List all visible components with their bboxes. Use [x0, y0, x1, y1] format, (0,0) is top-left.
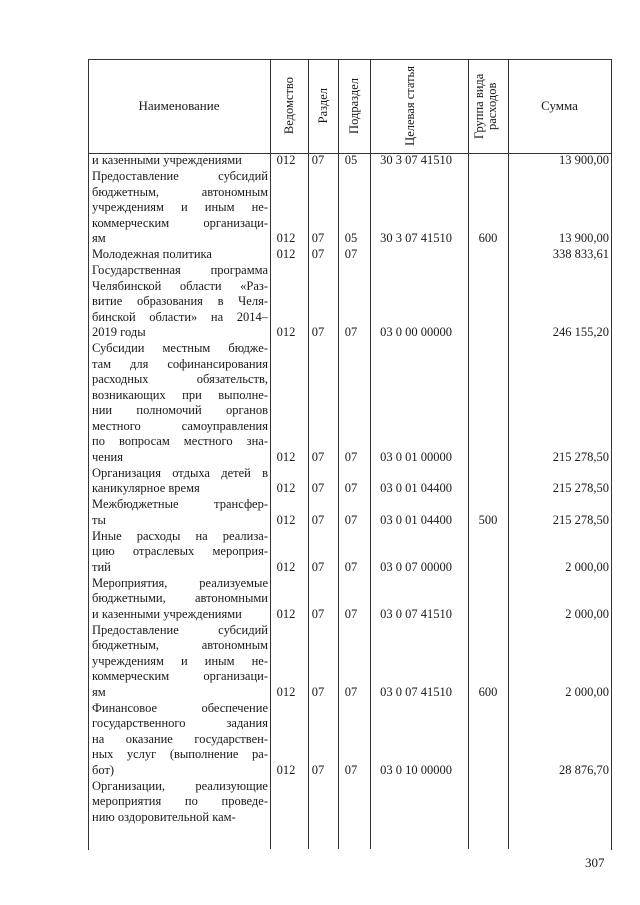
- row-vedomstvo: 012: [276, 762, 296, 777]
- row-celevaya: 03 0 01 04400: [380, 512, 452, 527]
- header-name-cell: [88, 59, 270, 152]
- row-summa: 2 000,00: [565, 559, 609, 574]
- row-celevaya: 03 0 07 00000: [380, 559, 452, 574]
- row-name-line: бот): [92, 762, 115, 777]
- row-vedomstvo: 012: [276, 481, 296, 495]
- row-podrazdel: 07: [344, 481, 358, 495]
- row-razdel: 07: [311, 231, 325, 245]
- row-podrazdel: 05: [344, 231, 358, 245]
- table-row: [88, 263, 611, 341]
- row-name: [92, 169, 268, 247]
- header-podrazdel-cell: [338, 59, 370, 152]
- row-name-line: расходных обязательств,: [92, 372, 268, 386]
- row-name-line: ты: [92, 512, 106, 527]
- row-razdel: 07: [311, 449, 325, 464]
- row-name-line: Челябинской области «Раз-: [92, 278, 268, 293]
- row-name: [92, 153, 268, 169]
- row-name-line: чения: [92, 449, 123, 464]
- row-name-line: Организация отдыха детей в: [92, 465, 268, 480]
- page-number: 307: [585, 855, 605, 870]
- row-name-line: местного самоуправления: [92, 418, 268, 433]
- row-name-line: учреждениям и иным не-: [92, 200, 268, 214]
- table-row: [88, 701, 611, 779]
- row-razdel: 07: [311, 325, 325, 339]
- row-podrazdel: 07: [344, 325, 358, 339]
- row-vedomstvo: 012: [276, 684, 296, 699]
- row-name-line: Государственная программа: [92, 263, 268, 277]
- table-row: [88, 497, 611, 528]
- row-razdel: 07: [311, 153, 325, 167]
- row-podrazdel: 07: [344, 762, 358, 777]
- table-row: [88, 466, 611, 497]
- row-name-line: государственного задания: [92, 716, 268, 730]
- header-name: Наименование: [138, 97, 220, 113]
- row-razdel: 07: [311, 559, 325, 574]
- row-name-line: ям: [92, 684, 106, 699]
- row-name-line: ных услуг (выполнение ра-: [92, 747, 268, 761]
- header-razdel-cell: [308, 59, 338, 152]
- row-name: [92, 701, 268, 779]
- row-name-line: тий: [92, 559, 111, 574]
- row-name: [92, 341, 268, 465]
- row-celevaya: 03 0 10 00000: [380, 762, 452, 777]
- header-celevaya: Целевая статья: [403, 65, 417, 146]
- header-summa-cell: [508, 59, 611, 152]
- table-row: [88, 623, 611, 701]
- row-razdel: 07: [311, 247, 325, 261]
- table-row: [88, 529, 611, 576]
- row-vedomstvo: 012: [276, 512, 296, 527]
- row-name-line: и казенными учреждениями: [92, 606, 242, 621]
- row-vedomstvo: 012: [276, 606, 296, 621]
- row-gruppa: 600: [478, 684, 498, 699]
- row-summa: 28 876,70: [559, 762, 609, 777]
- row-razdel: 07: [311, 481, 325, 495]
- row-celevaya: 03 0 07 41510: [380, 606, 452, 621]
- row-razdel: 07: [311, 684, 325, 699]
- table-row: [88, 247, 611, 263]
- header-gruppa-cell: [468, 59, 508, 152]
- row-name-line: нии полномочий органов: [92, 403, 268, 417]
- row-name: [92, 529, 268, 576]
- row-name-line: бинской области» на 2014–: [92, 309, 268, 324]
- row-name: [92, 779, 268, 826]
- row-summa: 13 900,00: [559, 153, 609, 167]
- row-name: [92, 466, 268, 497]
- row-podrazdel: 05: [344, 153, 358, 167]
- row-name-line: Организации, реализующие: [92, 778, 268, 793]
- table-row: [88, 779, 611, 826]
- row-celevaya: 03 0 01 04400: [380, 481, 452, 495]
- row-name-line: на оказание государствен-: [92, 731, 268, 746]
- header-vedomstvo: Ведомство: [281, 76, 296, 135]
- row-razdel: 07: [311, 512, 325, 527]
- header-vedomstvo-cell: [270, 59, 308, 152]
- row-razdel: 07: [311, 762, 325, 777]
- row-celevaya: 03 0 07 41510: [380, 684, 452, 699]
- row-name-line: Иные расходы на реализа-: [92, 528, 268, 543]
- row-name-line: цию отраслевых мероприя-: [92, 544, 268, 558]
- row-name-line: ям: [92, 231, 106, 245]
- row-name-line: по вопросам местного зна-: [92, 434, 268, 448]
- row-summa: 215 278,50: [552, 449, 609, 464]
- row-summa: 215 278,50: [552, 512, 609, 527]
- table-row: [88, 169, 611, 247]
- header-razdel: Раздел: [315, 87, 330, 124]
- row-name-line: витие образования в Челя-: [92, 294, 268, 308]
- header-podrazdel: Подраздел: [346, 77, 361, 134]
- row-vedomstvo: 012: [276, 325, 296, 339]
- row-podrazdel: 07: [344, 247, 358, 261]
- table-row: [88, 341, 611, 465]
- row-name: [92, 623, 268, 701]
- header-celevaya-cell: [370, 59, 468, 152]
- row-gruppa: 500: [478, 512, 498, 527]
- row-name-line: бюджетным, автономным: [92, 638, 268, 652]
- row-podrazdel: 07: [344, 606, 358, 621]
- row-name-line: Предоставление субсидий: [92, 169, 268, 183]
- row-name-line: мероприятия по проведе-: [92, 794, 268, 808]
- row-vedomstvo: 012: [276, 153, 296, 167]
- header-gruppa: Группа вида расходов: [472, 72, 499, 139]
- row-name-line: учреждениям и иным не-: [92, 653, 268, 668]
- row-name: [92, 247, 268, 263]
- row-podrazdel: 07: [344, 512, 358, 527]
- row-summa: 215 278,50: [552, 481, 609, 495]
- row-name-line: Межбюджетные трансфер-: [92, 497, 268, 511]
- row-name-line: Предоставление субсидий: [92, 622, 268, 637]
- row-name-line: Финансовое обеспечение: [92, 700, 268, 715]
- row-vedomstvo: 012: [276, 449, 296, 464]
- row-name-line: Мероприятия, реализуемые: [92, 575, 268, 590]
- row-name-line: коммерческим организаци-: [92, 215, 268, 230]
- row-celevaya: 30 3 07 41510: [380, 153, 452, 167]
- row-summa: 13 900,00: [559, 231, 609, 245]
- row-celevaya: 03 0 00 00000: [380, 325, 452, 339]
- row-name-line: там для софинансирования: [92, 356, 268, 371]
- row-podrazdel: 07: [344, 559, 358, 574]
- row-name-line: Субсидии местным бюдже-: [92, 341, 268, 355]
- row-name: [92, 263, 268, 341]
- row-gruppa: 600: [478, 231, 498, 245]
- row-name-line: каникулярное время: [92, 481, 200, 495]
- table-row: [88, 153, 611, 169]
- row-summa: 246 155,20: [552, 325, 609, 339]
- row-name-line: Молодежная политика: [92, 247, 212, 261]
- row-podrazdel: 07: [344, 449, 358, 464]
- row-summa: 338 833,61: [552, 247, 609, 261]
- row-name-line: бюджетным, автономным: [92, 184, 268, 199]
- row-podrazdel: 07: [344, 684, 358, 699]
- row-name-line: коммерческим организаци-: [92, 669, 268, 683]
- row-name-line: бюджетными, автономными: [92, 591, 268, 605]
- row-name: [92, 576, 268, 623]
- row-celevaya: 03 0 01 00000: [380, 449, 452, 464]
- row-name-line: 2019 годы: [92, 325, 146, 339]
- row-vedomstvo: 012: [276, 247, 296, 261]
- row-name-line: и казенными учреждениями: [92, 153, 242, 167]
- row-celevaya: 30 3 07 41510: [380, 231, 452, 245]
- row-vedomstvo: 012: [276, 231, 296, 245]
- row-summa: 2 000,00: [565, 684, 609, 699]
- row-name: [92, 497, 268, 528]
- row-vedomstvo: 012: [276, 559, 296, 574]
- table-row: [88, 576, 611, 623]
- header-summa: Сумма: [541, 97, 578, 113]
- row-name-line: нию оздоровительной кам-: [92, 809, 236, 824]
- row-name-line: возникающих при выполне-: [92, 387, 268, 402]
- row-summa: 2 000,00: [565, 606, 609, 621]
- row-razdel: 07: [311, 606, 325, 621]
